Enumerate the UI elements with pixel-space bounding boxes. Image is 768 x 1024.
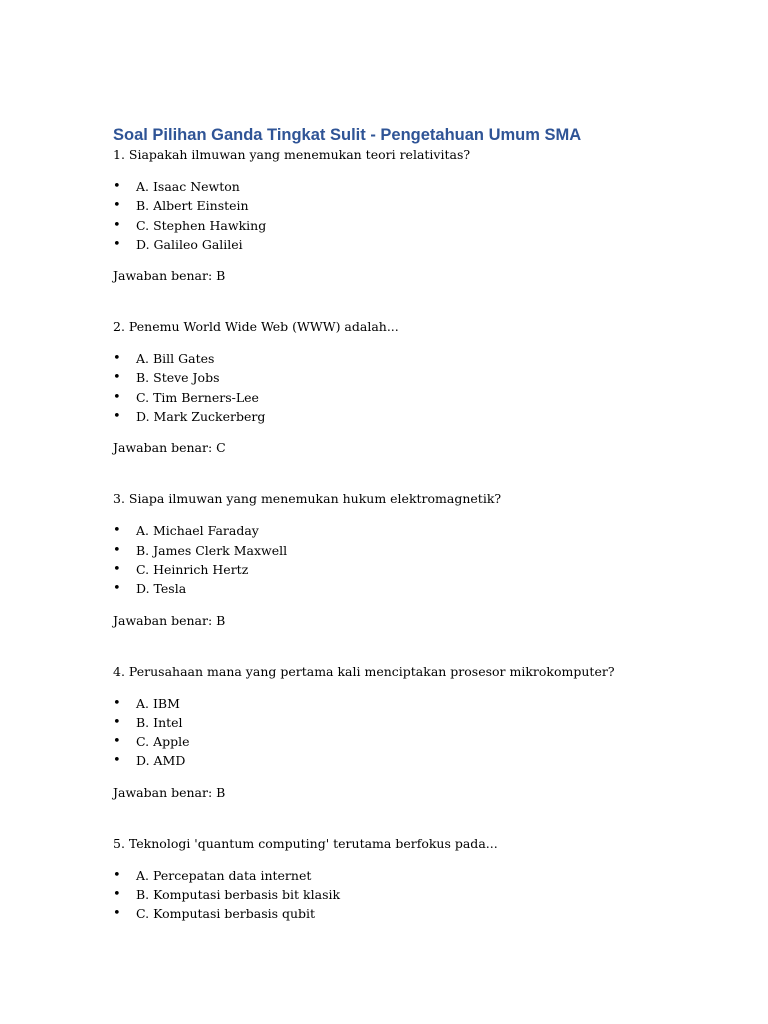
document-page [113, 124, 733, 924]
option-list [113, 694, 733, 771]
question-text: 2. Penemu World Wide Web (WWW) adalah... [113, 319, 399, 335]
option-text: B. James Clerk Maxwell [136, 542, 288, 558]
question-block-4 [113, 663, 733, 835]
question-block-3 [113, 490, 733, 662]
option-item [113, 885, 733, 904]
option-text: A. Michael Faraday [136, 523, 259, 539]
option-text: C. Stephen Hawking [136, 217, 267, 233]
bullet-icon: • [113, 581, 121, 597]
spacer [113, 802, 733, 835]
option-item [113, 349, 733, 368]
option-text: B. Steve Jobs [136, 370, 220, 386]
option-item [113, 694, 733, 713]
option-item [113, 235, 733, 254]
bullet-icon: • [113, 887, 121, 903]
option-list [113, 521, 733, 598]
spacer [113, 285, 733, 318]
option-list [113, 866, 733, 924]
option-text: B. Komputasi berbasis bit klasik [136, 887, 341, 903]
option-text: B. Albert Einstein [136, 198, 249, 214]
question-block-1 [113, 146, 733, 318]
option-list [113, 177, 733, 254]
option-text: D. Tesla [136, 581, 187, 597]
option-item [113, 407, 733, 426]
option-item [113, 177, 733, 196]
option-item [113, 216, 733, 235]
answer-text: Jawaban benar: B [113, 268, 226, 284]
bullet-icon: • [113, 236, 121, 252]
option-item [113, 866, 733, 885]
bullet-icon: • [113, 351, 121, 367]
option-text: C. Heinrich Hertz [136, 561, 249, 577]
option-list [113, 349, 733, 426]
option-text: C. Apple [136, 734, 190, 750]
bullet-icon: • [113, 523, 121, 539]
option-text: D. Galileo Galilei [136, 236, 243, 252]
question-block-5 [113, 835, 733, 924]
bullet-icon: • [113, 714, 121, 730]
spacer [113, 457, 733, 490]
answer-text: Jawaban benar: C [113, 440, 226, 456]
option-text: A. Percepatan data internet [136, 867, 312, 883]
bullet-icon: • [113, 695, 121, 711]
option-item [113, 713, 733, 732]
bullet-icon: • [113, 753, 121, 769]
option-item [113, 904, 733, 923]
bullet-icon: • [113, 179, 121, 194]
bullet-icon: • [113, 561, 121, 577]
bullet-icon: • [113, 734, 121, 750]
option-text: C. Komputasi berbasis qubit [136, 906, 316, 922]
document-title: Soal Pilihan Ganda Tingkat Sulit - Pengetahuan Umum SMA [113, 126, 582, 144]
option-item [113, 368, 733, 387]
question-text: 5. Teknologi 'quantum computing' terutama berfokus pada... [113, 835, 498, 851]
option-item [113, 196, 733, 215]
option-text: C. Tim Berners-Lee [136, 389, 259, 405]
answer-text: Jawaban benar: B [113, 612, 226, 628]
bullet-icon: • [113, 409, 121, 425]
option-text: D. Mark Zuckerberg [136, 409, 266, 425]
question-block-2 [113, 318, 733, 490]
bullet-icon: • [113, 389, 121, 405]
option-text: D. AMD [136, 753, 186, 769]
option-text: A. Bill Gates [136, 351, 215, 367]
spacer [113, 630, 733, 663]
bullet-icon: • [113, 198, 121, 214]
bullet-icon: • [113, 370, 121, 386]
bullet-icon: • [113, 217, 121, 233]
option-item [113, 388, 733, 407]
bullet-icon: • [113, 867, 121, 883]
option-item [113, 521, 733, 540]
option-text: A. IBM [136, 695, 180, 711]
option-item [113, 751, 733, 770]
option-item [113, 579, 733, 598]
option-item [113, 541, 733, 560]
question-text: 1. Siapakah ilmuwan yang menemukan teori relativitas? [113, 147, 471, 162]
answer-text: Jawaban benar: B [113, 784, 226, 800]
question-text: 4. Perusahaan mana yang pertama kali menciptakan prosesor mikrokomputer? [113, 663, 615, 679]
option-item [113, 560, 733, 579]
bullet-icon: • [113, 542, 121, 558]
option-text: B. Intel [136, 714, 183, 730]
bullet-icon: • [113, 906, 121, 922]
question-text: 3. Siapa ilmuwan yang menemukan hukum elektromagnetik? [113, 491, 502, 507]
option-text: A. Isaac Newton [136, 179, 240, 194]
option-item [113, 732, 733, 751]
